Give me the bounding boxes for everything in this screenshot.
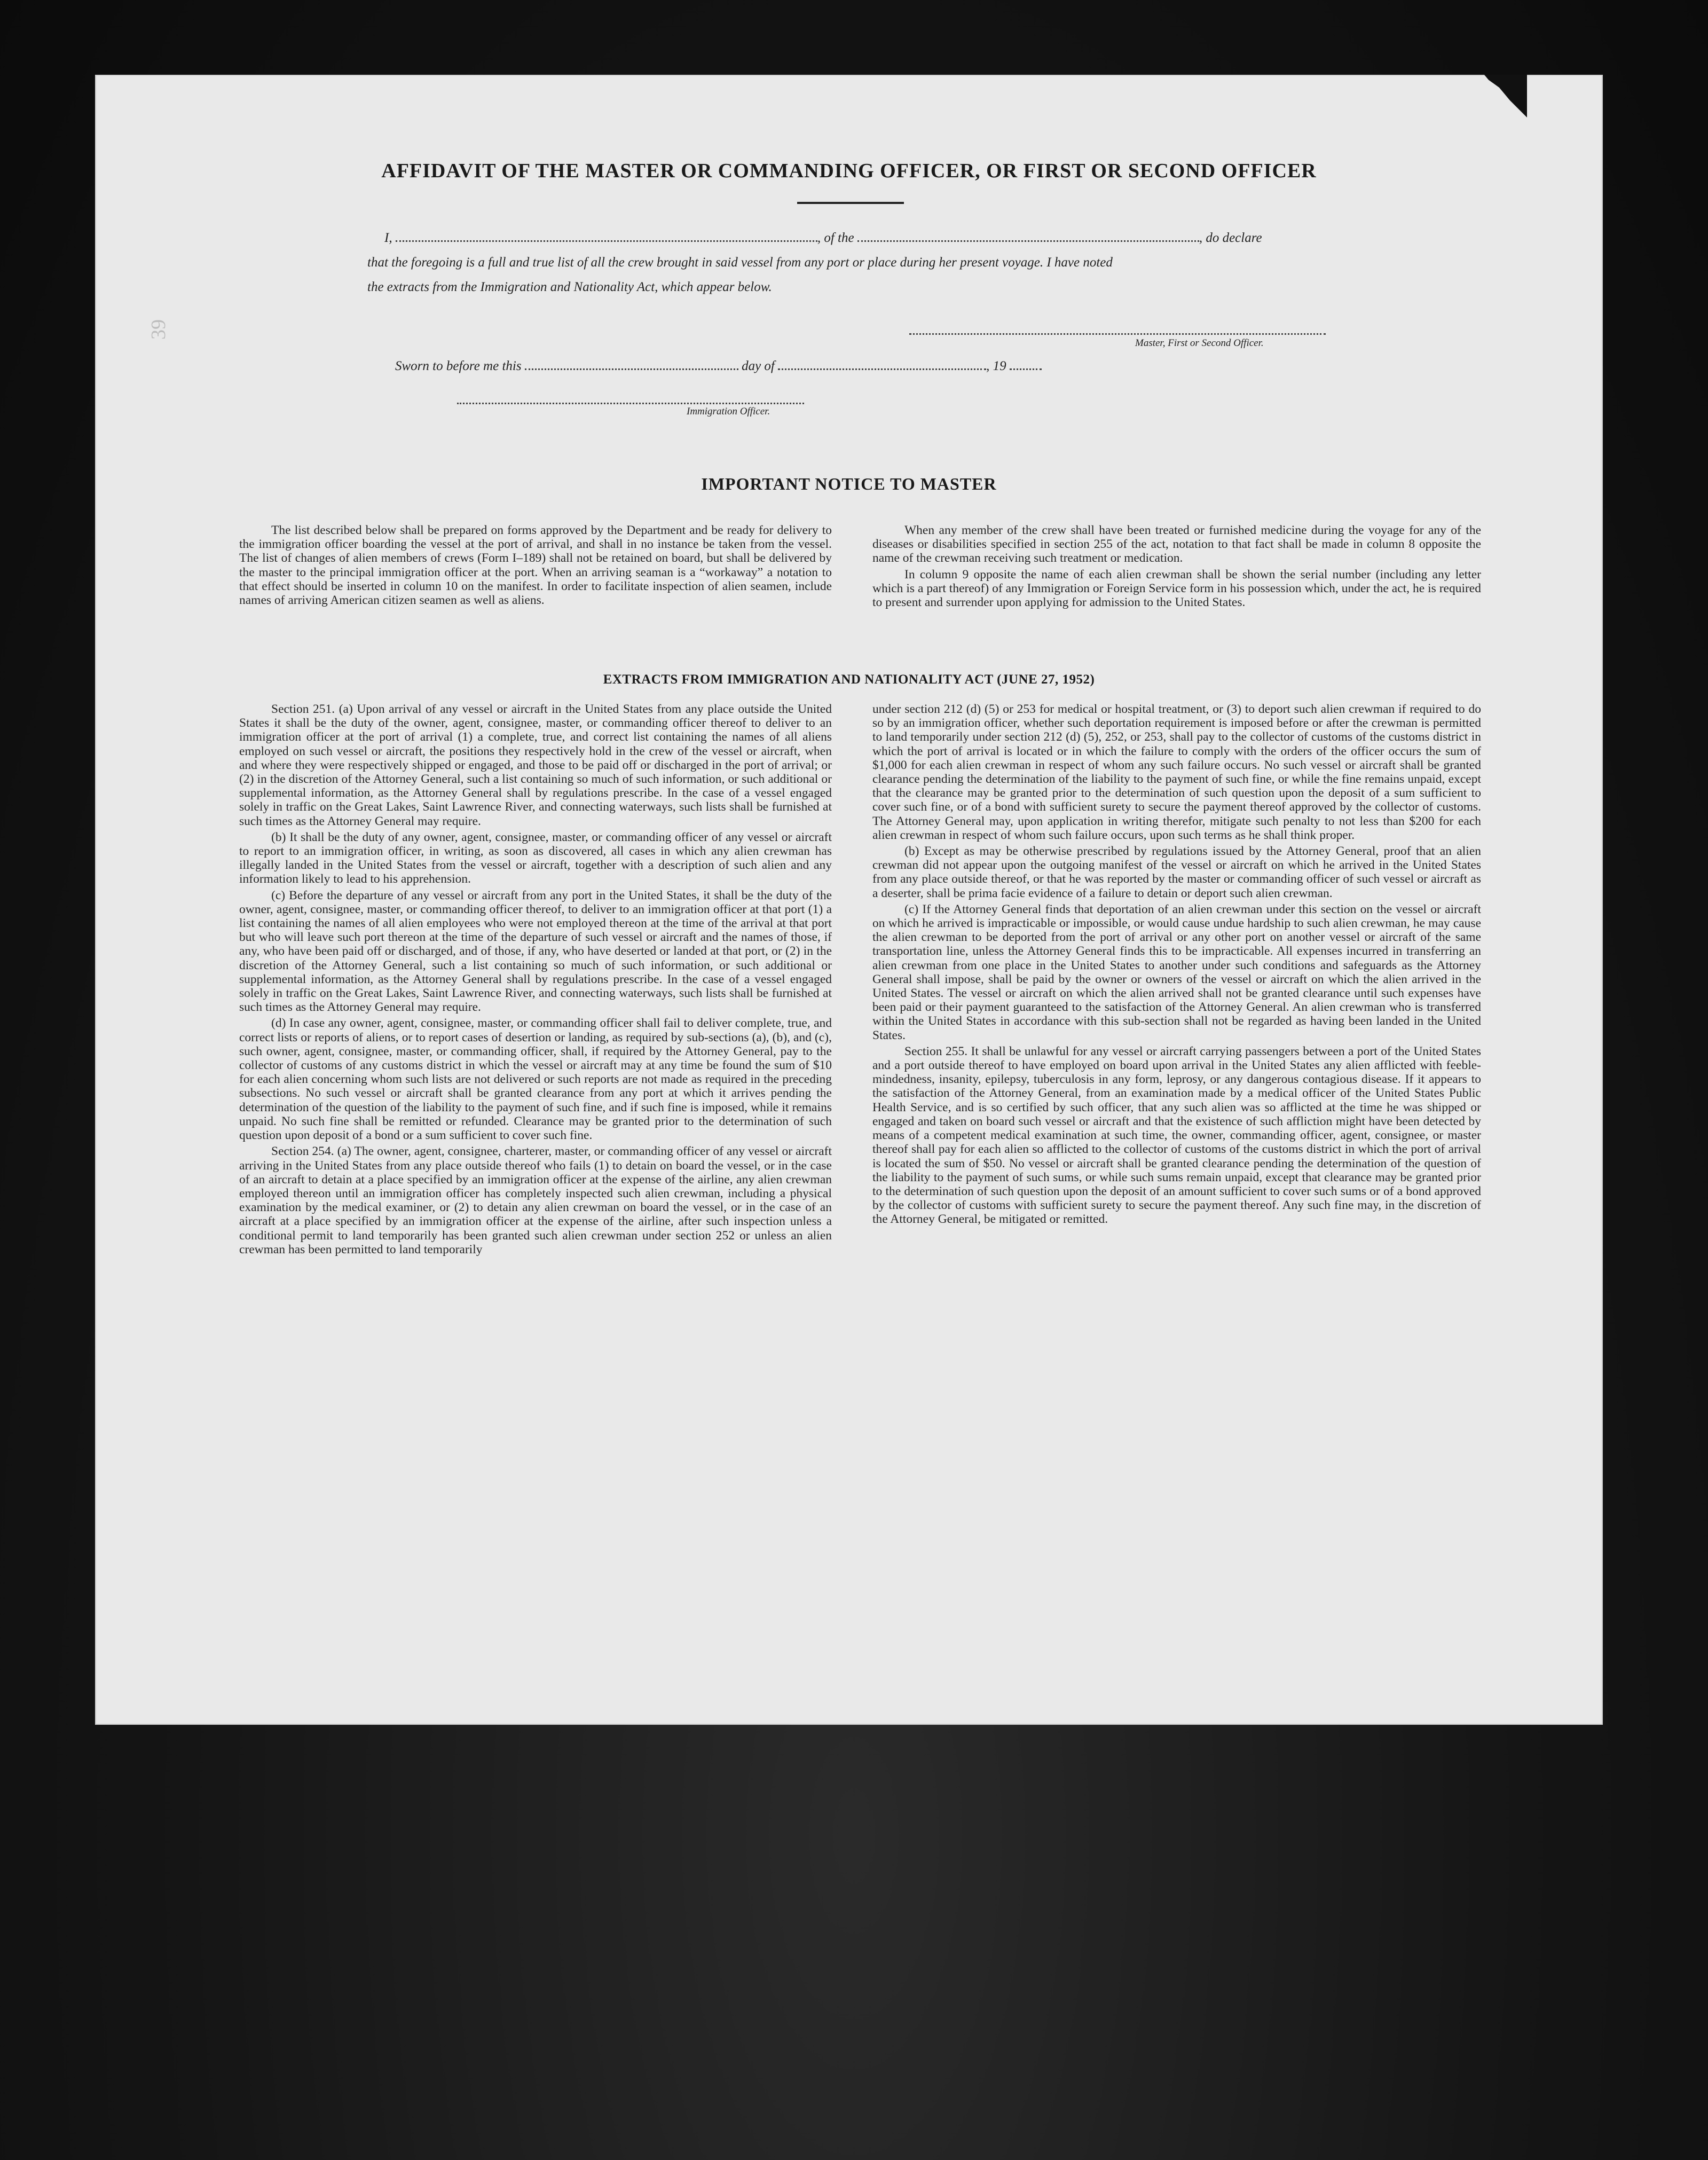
officer-caption: Immigration Officer. xyxy=(687,406,770,417)
sworn-line xyxy=(395,359,1042,374)
sworn-day-of: day of xyxy=(742,359,775,373)
declaration-text-3: the extracts from the Immigration and Nationality Act, which appear below. xyxy=(367,280,772,294)
officer-signature-line[interactable] xyxy=(457,400,804,404)
extracts-right-column xyxy=(872,702,1481,1227)
act-paragraph: (d) In case any owner, agent, consignee, master, or commanding officer shall fail to deliver complete, true, and correct lists or reports of aliens, or to report cases of desertion or landing, as required by sub-sections (a), (b), and (c), such owner, agent, consignee, master, or commanding officer, shall, if required by the Attorney General, pay to the collector of customs of any customs district in which the vessel or aircraft may at any time be found the sum of $10 for each alien concerning whom such lists are not delivered or such reports are not made as required in the preceding subsections. No such vessel or aircraft shall be granted clearance from any port at which it arrives pending the determination of the question of the liability to the payment of such fine, and if such fine is imposed, while it remains unpaid. No such fine shall be remitted or refunded. Clearance may be granted prior to the determination of such question upon deposit of a bond or a sum sufficient to cover such fine. xyxy=(239,1016,832,1143)
notice-right-column xyxy=(872,523,1481,609)
notice-title: IMPORTANT NOTICE TO MASTER xyxy=(701,474,997,493)
declaration-line xyxy=(384,231,1262,246)
declaration-of-the: , of the xyxy=(817,231,854,245)
sworn-year-prefix: , 19 xyxy=(986,359,1006,373)
declaration-do-declare: , do declare xyxy=(1199,231,1262,245)
notice-paragraph: When any member of the crew shall have been treated or furnished medicine during the voyage for any of the diseases or disabilities specified in section 255 of the act, notation to that fact shall be made in column 8 opposite the name of the crewman receiving such treatment or medication. xyxy=(872,523,1481,565)
act-paragraph: (b) It shall be the duty of any owner, agent, consignee, master, or commanding officer of any vessel or aircraft to report to an immigration officer, in writing, as soon as discovered, all cases in which any alien crewman has illegally landed in the United States from the vessel or aircraft, together with a description of such alien and any information likely to lead to his apprehension. xyxy=(239,830,832,886)
notice-left-column xyxy=(239,523,832,607)
sworn-year-field[interactable] xyxy=(1010,360,1042,370)
notice-paragraph: The list described below shall be prepared on forms approved by the Department and be ready for delivery to the immigration officer boarding the vessel at the port of arrival, and shall in no instance be taken from the vessel. The list of changes of alien members of crews (Form I–189) shall not be retained on board, but shall be delivered by the master to the principal immigration officer at the port. When an arriving seaman is a “workaway” a notation to that effect should be inserted in column 10 on the manifest. In order to facilitate inspection of alien seamen, include names of arriving American citizen seamen as well as aliens. xyxy=(239,523,832,608)
extracts-heading: EXTRACTS FROM IMMIGRATION AND NATIONALITY ACT (JUNE 27, 1952) xyxy=(603,672,1095,687)
vessel-field[interactable] xyxy=(857,232,1199,242)
act-paragraph: Section 251. (a) Upon arrival of any vessel or aircraft in the United States from any place outside the United States it shall be the duty of the owner, agent, consignee, master, or commanding officer thereof to deliver to an immigration officer at the port of arrival (1) a complete, true, and correct list containing the names of all aliens employed on such vessel or aircraft, the positions they respectively hold in the crew of the vessel or aircraft, when and where they were respectively shipped or engaged, and those to be paid off or discharged in the port of arrival; or (2) in the discretion of the Attorney General, such a list containing so much of such information, or such additional or supplemental information, as the Attorney General shall by regulations prescribe. In the case of a vessel engaged solely in traffic on the Great Lakes, Saint Lawrence River, and connecting waterways, such lists shall be furnished at such times as the Attorney General may require. xyxy=(239,702,832,828)
affidavit-title: AFFIDAVIT OF THE MASTER OR COMMANDING OFFICER, OR FIRST OR SECOND OFFICER xyxy=(381,160,1317,182)
act-paragraph: (b) Except as may be otherwise prescribed by regulations issued by the Attorney General, proof that an alien crewman did not appear upon the outgoing manifest of the vessel or aircraft on which he arrived in the United States from any place outside thereof, or that he was reported by the master or commanding officer of such vessel or aircraft as a deserter, shall be prima facie evidence of a failure to detain or deport such alien crewman. xyxy=(872,844,1481,900)
document-sheet xyxy=(95,75,1603,1725)
master-signature-line[interactable] xyxy=(909,331,1326,335)
name-field[interactable] xyxy=(396,232,817,242)
extracts-left-column xyxy=(239,702,832,1256)
act-paragraph: Section 254. (a) The owner, agent, consignee, charterer, master, or commanding officer of any vessel or aircraft arriving in the United States from any place outside thereof who fails (1) to detain on board the vessel, or in the case of an aircraft to detain at a place specified by an immigration officer at the expense of the airline, any alien crewman employed thereon until an immigration officer has completely inspected such alien crewman, including a physical examination by the medical examiner, or (2) to detain any alien crewman on board the vessel, or in the case of an aircraft at a place specified by an immigration officer at the expense of the airline, after such inspection unless a conditional permit to land temporarily has been granted such alien crewman under section 252 or unless an alien crewman has been permitted to land temporarily xyxy=(239,1144,832,1256)
title-rule xyxy=(797,202,904,204)
act-paragraph: (c) Before the departure of any vessel or aircraft from any port in the United States, it shall be the duty of the owner, agent, consignee, master, or commanding officer thereof, to deliver to an immigration officer at that port (1) a list containing the names of all alien employees who were not employed thereon at the time of the arrival at that port but who will leave such port thereon at the time of the departure of such vessel or aircraft and the names of those, if any, who have been paid off or discharged, and of those, if any, who have deserted or landed at that port, or (2) in the discretion of the Attorney General, such a list containing so much of such information, or such additional or supplemental information, as the Attorney General shall by regulations prescribe. In the case of a vessel engaged solely in traffic on the Great Lakes, Saint Lawrence River, and connecting waterways, such lists shall be furnished at such times as the Attorney General may require. xyxy=(239,888,832,1015)
act-paragraph-continued: under section 212 (d) (5) or 253 for medical or hospital treatment, or (3) to deport such alien crewman if required to do so by an immigration officer, whether such deportation requirement is imposed before or after the crewman is permitted to land temporarily under section 212 (d) (5), 252, or 253, shall pay to the collector of customs of the customs district in which the port of arrival is located or in which the failure to comply with the orders of the officer occurs the sum of $1,000 for each alien crewman in respect of whom any such failure occurs. No such vessel or aircraft shall be granted clearance pending the determination of the liability to the payment of such fine, or while the fine remains unpaid, except that the clearance may be granted prior to the determination of such question upon the deposit of a sum sufficient to cover such fine, or of a bond with sufficient surety to secure the payment thereof approved by the collector of customs. The Attorney General may, upon application in writing therefor, mitigate such penalty to not less than $200 for each alien crewman in respect of whom such failure occurs, upon such terms as he shall think proper. xyxy=(872,702,1481,842)
notice-paragraph: In column 9 opposite the name of each alien crewman shall be shown the serial number (including any letter which is a part thereof) of any Immigration or Foreign Service form in his possession which, under the act, he is required to present and surrender upon applying for admission to the United States. xyxy=(872,567,1481,610)
act-paragraph: (c) If the Attorney General finds that deportation of an alien crewman under this section on the vessel or aircraft on which he arrived is impracticable or impossible, or would cause undue hardship to such alien crewman, he may cause the alien crewman to be deported from the port of arrival or any other port on another vessel or aircraft of the same transportation line, unless the Attorney General finds this to be impracticable. All expenses incurred in transferring an alien crewman from one place in the United States to another under such conditions and safeguards as the Attorney General shall impose, shall be paid by the owner or owners of the vessel or aircraft on which the alien arrived in the United States. The vessel or aircraft on which the alien arrived shall not be granted clearance until such expenses have been paid or their payment guaranteed to the satisfaction of the Attorney General. An alien crewman who is transferred within the United States in accordance with this sub-section shall not be regarded as having been landed in the United States. xyxy=(872,902,1481,1042)
master-caption: Master, First or Second Officer. xyxy=(1135,337,1264,349)
act-paragraph: Section 255. It shall be unlawful for any vessel or aircraft carrying passengers between a port of the United States and a port outside thereof to have employed on board upon arrival in the United States any alien afflicted with feeble-mindedness, insanity, epilepsy, tuberculosis in any form, leprosy, or any dangerous contagious disease. If it appears to the satisfaction of the Attorney General, from an examination made by a medical officer of the United States Public Health Service, and is so certified by such officer, that any such alien was so afflicted at the time he was shipped or engaged and taken on board such vessel or aircraft and that the existence of such affliction might have been detected by means of a competent medical examination at such time, the owner, commanding officer, agent, consignee, or master thereof shall pay for each alien so afflicted to the collector of customs of the customs district in which the port of arrival is located the sum of $50. No vessel or aircraft shall be granted clearance pending the determination of the question of the liability to the payment of such sums, or while such sums remain unpaid, except that clearance may be granted prior to the determination of such question upon the deposit of an amount sufficient to cover such sums or of a bond approved by the collector of customs with sufficient surety to secure the payment thereof. Any such fine may, in the discretion of the Attorney General, be mitigated or remitted. xyxy=(872,1044,1481,1227)
sworn-day-field[interactable] xyxy=(525,360,738,370)
sworn-text: Sworn to before me this xyxy=(395,359,522,373)
declaration-i: I, xyxy=(384,231,392,245)
declaration-text-2: that the foregoing is a full and true list of all the crew brought in said vessel from any port or place during her present voyage. I have noted xyxy=(367,255,1113,270)
page-mark: 39 xyxy=(147,319,170,340)
sworn-month-field[interactable] xyxy=(778,360,986,370)
